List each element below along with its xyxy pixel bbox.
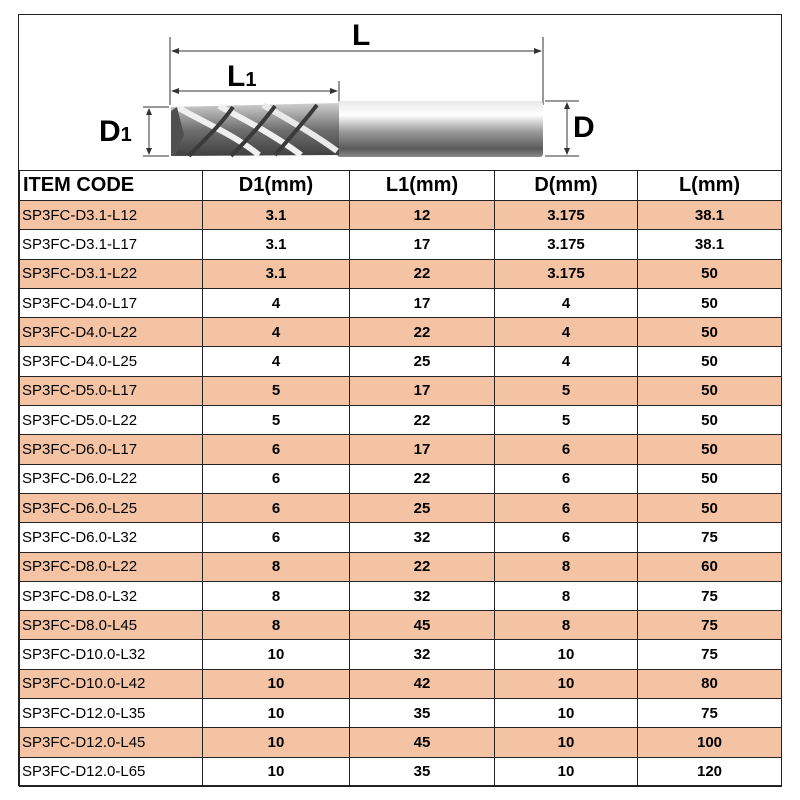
cell-l1: 25 (350, 493, 495, 522)
cell-d1: 4 (203, 288, 350, 317)
cell-item-code: SP3FC-D6.0-L32 (20, 523, 203, 552)
cell-l: 75 (638, 581, 782, 610)
cell-item-code: SP3FC-D12.0-L65 (20, 757, 203, 786)
cell-l1: 32 (350, 640, 495, 669)
cell-d: 10 (495, 669, 638, 698)
cell-l1: 32 (350, 523, 495, 552)
cell-l: 38.1 (638, 201, 782, 230)
cell-d: 3.175 (495, 230, 638, 259)
cell-d: 5 (495, 376, 638, 405)
cell-l: 50 (638, 259, 782, 288)
cell-d: 3.175 (495, 201, 638, 230)
header-d: D(mm) (495, 171, 638, 201)
table-row (20, 230, 782, 259)
cell-d: 6 (495, 523, 638, 552)
cell-l: 50 (638, 406, 782, 435)
cell-d1: 6 (203, 493, 350, 522)
cell-d1: 10 (203, 699, 350, 728)
table-row (20, 259, 782, 288)
cell-item-code: SP3FC-D4.0-L17 (20, 288, 203, 317)
label-L: L (352, 19, 371, 52)
table-row (20, 611, 782, 640)
cell-l: 75 (638, 699, 782, 728)
table-row (20, 699, 782, 728)
tool-flutes (171, 103, 339, 156)
cell-d: 10 (495, 699, 638, 728)
cell-d: 10 (495, 640, 638, 669)
cell-l1: 45 (350, 728, 495, 757)
table-row (20, 493, 782, 522)
table-row (20, 435, 782, 464)
label-D1-main: D (99, 115, 121, 148)
dimension-D1 (143, 107, 169, 156)
cell-d: 8 (495, 552, 638, 581)
cell-d: 10 (495, 728, 638, 757)
cell-l: 50 (638, 288, 782, 317)
cell-l1: 42 (350, 669, 495, 698)
label-D1 (99, 117, 132, 147)
label-L1 (227, 62, 256, 92)
cell-l: 80 (638, 669, 782, 698)
cell-l1: 17 (350, 435, 495, 464)
cell-d: 6 (495, 435, 638, 464)
cell-item-code: SP3FC-D8.0-L45 (20, 611, 203, 640)
table-header-row (20, 171, 782, 201)
cell-d: 10 (495, 757, 638, 786)
cell-l: 120 (638, 757, 782, 786)
cell-item-code: SP3FC-D8.0-L32 (20, 581, 203, 610)
cell-item-code: SP3FC-D5.0-L17 (20, 376, 203, 405)
tool-diagram (19, 15, 783, 170)
cell-l1: 32 (350, 581, 495, 610)
cell-item-code: SP3FC-D5.0-L22 (20, 406, 203, 435)
cell-l1: 22 (350, 552, 495, 581)
cell-d: 5 (495, 406, 638, 435)
cell-d1: 8 (203, 552, 350, 581)
cell-d: 6 (495, 464, 638, 493)
label-L1-main: L (227, 60, 246, 93)
table-row (20, 201, 782, 230)
cell-l: 75 (638, 611, 782, 640)
cell-l: 50 (638, 347, 782, 376)
cell-l: 50 (638, 376, 782, 405)
cell-d1: 3.1 (203, 259, 350, 288)
table-body (20, 201, 782, 787)
table-row (20, 728, 782, 757)
table-row (20, 347, 782, 376)
cell-d1: 8 (203, 611, 350, 640)
cell-item-code: SP3FC-D8.0-L22 (20, 552, 203, 581)
cell-d1: 8 (203, 581, 350, 610)
cell-l1: 25 (350, 347, 495, 376)
cell-d: 8 (495, 581, 638, 610)
cell-d: 6 (495, 493, 638, 522)
cell-d1: 3.1 (203, 201, 350, 230)
cell-d1: 10 (203, 757, 350, 786)
cell-d1: 10 (203, 728, 350, 757)
cell-l1: 17 (350, 230, 495, 259)
cell-item-code: SP3FC-D3.1-L17 (20, 230, 203, 259)
cell-d1: 4 (203, 347, 350, 376)
cell-l: 75 (638, 523, 782, 552)
cell-l1: 22 (350, 464, 495, 493)
cell-l: 50 (638, 435, 782, 464)
cell-d1: 6 (203, 435, 350, 464)
table-row (20, 288, 782, 317)
cell-l1: 22 (350, 259, 495, 288)
cell-item-code: SP3FC-D6.0-L25 (20, 493, 203, 522)
cell-item-code: SP3FC-D12.0-L35 (20, 699, 203, 728)
cell-l: 100 (638, 728, 782, 757)
table-row (20, 581, 782, 610)
label-D: D (573, 111, 595, 144)
spec-sheet (18, 14, 782, 786)
cell-d: 4 (495, 318, 638, 347)
cell-l1: 12 (350, 201, 495, 230)
table-row (20, 376, 782, 405)
cell-l1: 17 (350, 376, 495, 405)
cell-d: 4 (495, 288, 638, 317)
header-d1: D1(mm) (203, 171, 350, 201)
end-mill-drawing (19, 15, 783, 170)
cell-item-code: SP3FC-D4.0-L22 (20, 318, 203, 347)
cell-d1: 3.1 (203, 230, 350, 259)
cell-d1: 10 (203, 640, 350, 669)
cell-l1: 35 (350, 757, 495, 786)
table-row (20, 640, 782, 669)
header-l1: L1(mm) (350, 171, 495, 201)
cell-l: 38.1 (638, 230, 782, 259)
header-item-code: ITEM CODE (20, 171, 203, 201)
cell-item-code: SP3FC-D10.0-L32 (20, 640, 203, 669)
cell-item-code: SP3FC-D3.1-L12 (20, 201, 203, 230)
cell-item-code: SP3FC-D6.0-L22 (20, 464, 203, 493)
cell-l1: 45 (350, 611, 495, 640)
cell-l: 60 (638, 552, 782, 581)
spec-table (19, 170, 782, 787)
table-row (20, 464, 782, 493)
cell-d1: 5 (203, 376, 350, 405)
cell-d1: 10 (203, 669, 350, 698)
table-row (20, 757, 782, 786)
cell-item-code: SP3FC-D4.0-L25 (20, 347, 203, 376)
cell-l: 75 (638, 640, 782, 669)
tool-shank (337, 101, 543, 157)
table-row (20, 552, 782, 581)
cell-d1: 6 (203, 464, 350, 493)
table-row (20, 669, 782, 698)
cell-l1: 22 (350, 318, 495, 347)
label-D1-sub: 1 (120, 124, 132, 146)
cell-d1: 6 (203, 523, 350, 552)
cell-item-code: SP3FC-D12.0-L45 (20, 728, 203, 757)
cell-d1: 4 (203, 318, 350, 347)
cell-d1: 5 (203, 406, 350, 435)
cell-item-code: SP3FC-D10.0-L42 (20, 669, 203, 698)
table-row (20, 406, 782, 435)
table-row (20, 523, 782, 552)
cell-l1: 17 (350, 288, 495, 317)
cell-l: 50 (638, 493, 782, 522)
cell-l: 50 (638, 464, 782, 493)
table-row (20, 318, 782, 347)
cell-l1: 22 (350, 406, 495, 435)
cell-d: 4 (495, 347, 638, 376)
label-L1-sub: 1 (245, 69, 257, 91)
cell-item-code: SP3FC-D6.0-L17 (20, 435, 203, 464)
cell-d: 3.175 (495, 259, 638, 288)
cell-item-code: SP3FC-D3.1-L22 (20, 259, 203, 288)
cell-l: 50 (638, 318, 782, 347)
cell-d: 8 (495, 611, 638, 640)
header-l: L(mm) (638, 171, 782, 201)
cell-l1: 35 (350, 699, 495, 728)
